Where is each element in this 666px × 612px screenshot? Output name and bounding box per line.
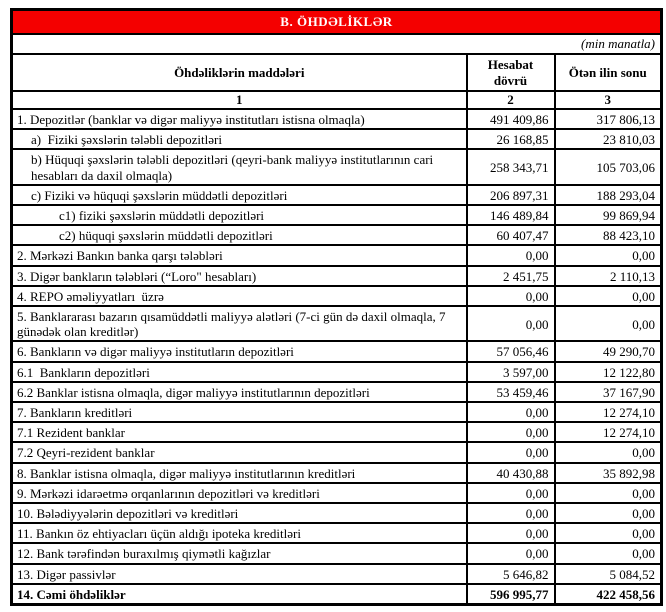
table-row: [12, 564, 662, 584]
row-current-value: 146 489,84: [467, 205, 555, 225]
row-label: 5. Banklararası bazarın qısamüddətli maliyyə alətləri (7-ci gün də daxil olmaqla, 7 günədək olan kreditlər): [12, 306, 467, 341]
table-row: [12, 306, 662, 341]
row-previous-value: 0,00: [555, 442, 662, 462]
row-previous-value: 0,00: [555, 483, 662, 503]
row-current-value: 40 430,88: [467, 463, 555, 483]
table-row: [12, 584, 662, 605]
table-body: [12, 10, 662, 605]
row-current-value: 0,00: [467, 306, 555, 341]
table-row: [12, 129, 662, 149]
row-label: 8. Banklar istisna olmaqla, digər maliyyə institutlarının kreditləri: [12, 463, 467, 483]
row-current-value: 26 168,85: [467, 129, 555, 149]
table-row: [12, 109, 662, 129]
row-current-value: 0,00: [467, 245, 555, 265]
row-previous-value: 49 290,70: [555, 341, 662, 361]
table-row: [12, 503, 662, 523]
table-row: [12, 286, 662, 306]
row-previous-value: 23 810,03: [555, 129, 662, 149]
table-row: [12, 463, 662, 483]
row-previous-value: 0,00: [555, 286, 662, 306]
row-previous-value: 188 293,04: [555, 185, 662, 205]
column-number-1: 1: [12, 91, 467, 109]
row-label: c1) fiziki şəxslərin müddətli depozitləri: [12, 205, 467, 225]
table-row: [12, 543, 662, 563]
table-row: [12, 266, 662, 286]
liabilities-table: [10, 8, 663, 606]
row-label: b) Hüquqi şəxslərin tələbli depozitləri (qeyri-bank maliyyə institutlarının cari hesabları da daxil olmaqla): [12, 149, 467, 184]
table-row: [12, 382, 662, 402]
row-current-value: 0,00: [467, 422, 555, 442]
row-label: 2. Mərkəzi Bankın banka qarşı tələbləri: [12, 245, 467, 265]
table-row: [12, 149, 662, 184]
row-label: 12. Bank tərəfindən buraxılmış qiymətli kağızlar: [12, 543, 467, 563]
row-previous-value: 5 084,52: [555, 564, 662, 584]
row-current-value: 5 646,82: [467, 564, 555, 584]
previous-year-column-header: Ötən ilin sonu: [555, 54, 662, 90]
column-number-row: [12, 91, 662, 109]
row-previous-value: 0,00: [555, 543, 662, 563]
table-row: [12, 341, 662, 361]
section-title: B. ÖHDƏLİKLƏR: [12, 10, 662, 35]
row-current-value: 0,00: [467, 483, 555, 503]
row-current-value: 60 407,47: [467, 225, 555, 245]
row-current-value: 491 409,86: [467, 109, 555, 129]
row-previous-value: 37 167,90: [555, 382, 662, 402]
column-number-3: 3: [555, 91, 662, 109]
row-previous-value: 12 122,80: [555, 362, 662, 382]
table-row: [12, 422, 662, 442]
row-previous-value: 88 423,10: [555, 225, 662, 245]
row-current-value: 0,00: [467, 503, 555, 523]
row-label: 6.1 Bankların depozitləri: [12, 362, 467, 382]
row-current-value: 258 343,71: [467, 149, 555, 184]
row-previous-value: 0,00: [555, 503, 662, 523]
table-row: [12, 185, 662, 205]
row-previous-value: 317 806,13: [555, 109, 662, 129]
units-note: (min manatla): [12, 34, 662, 54]
row-label: a) Fiziki şəxslərin tələbli depozitləri: [12, 129, 467, 149]
row-current-value: 57 056,46: [467, 341, 555, 361]
current-period-column-header: Hesabat dövrü: [467, 54, 555, 90]
row-label: 7.2 Qeyri-rezident banklar: [12, 442, 467, 462]
row-previous-value: 99 869,94: [555, 205, 662, 225]
row-label: 3. Digər bankların tələbləri (“Loro" hesabları): [12, 266, 467, 286]
row-label: 6.2 Banklar istisna olmaqla, digər maliyyə institutlarının depozitləri: [12, 382, 467, 402]
row-current-value: 53 459,46: [467, 382, 555, 402]
row-label: c2) hüquqi şəxslərin müddətli depozitləri: [12, 225, 467, 245]
row-current-value: 0,00: [467, 442, 555, 462]
row-previous-value: 2 110,13: [555, 266, 662, 286]
table-row: [12, 205, 662, 225]
row-label: 6. Bankların və digər maliyyə institutların depozitləri: [12, 341, 467, 361]
table-row: [12, 523, 662, 543]
table-row: [12, 442, 662, 462]
table-row: [12, 225, 662, 245]
row-previous-value: 0,00: [555, 245, 662, 265]
row-previous-value: 105 703,06: [555, 149, 662, 184]
row-current-value: 0,00: [467, 523, 555, 543]
row-label: 4. REPO əməliyyatları üzrə: [12, 286, 467, 306]
row-previous-value: 0,00: [555, 523, 662, 543]
column-header-row: [12, 54, 662, 90]
row-current-value: 0,00: [467, 286, 555, 306]
row-current-value: 3 597,00: [467, 362, 555, 382]
row-label: 1. Depozitlər (banklar və digər maliyyə institutları istisna olmaqla): [12, 109, 467, 129]
row-previous-value: 35 892,98: [555, 463, 662, 483]
row-label: 11. Bankın öz ehtiyacları üçün aldığı ipoteka kreditləri: [12, 523, 467, 543]
title-row: [12, 10, 662, 35]
table-row: [12, 362, 662, 382]
items-column-header: Öhdəliklərin maddələri: [12, 54, 467, 90]
row-current-value: 0,00: [467, 543, 555, 563]
row-current-value: 0,00: [467, 402, 555, 422]
row-previous-value: 12 274,10: [555, 422, 662, 442]
table-row: [12, 483, 662, 503]
row-current-value: 596 995,77: [467, 584, 555, 605]
row-label: 13. Digər passivlər: [12, 564, 467, 584]
row-current-value: 2 451,75: [467, 266, 555, 286]
row-previous-value: 12 274,10: [555, 402, 662, 422]
row-label: 10. Bələdiyyələrin depozitləri və kreditləri: [12, 503, 467, 523]
row-previous-value: 0,00: [555, 306, 662, 341]
row-label: 14. Cəmi öhdəliklər: [12, 584, 467, 605]
row-label: c) Fiziki və hüquqi şəxslərin müddətli depozitləri: [12, 185, 467, 205]
row-label: 9. Mərkəzi idarəetmə orqanlarının depozitləri və kreditləri: [12, 483, 467, 503]
row-current-value: 206 897,31: [467, 185, 555, 205]
table-row: [12, 402, 662, 422]
table-row: [12, 245, 662, 265]
row-label: 7.1 Rezident banklar: [12, 422, 467, 442]
row-previous-value: 422 458,56: [555, 584, 662, 605]
row-label: 7. Bankların kreditləri: [12, 402, 467, 422]
units-note-row: [12, 34, 662, 54]
column-number-2: 2: [467, 91, 555, 109]
